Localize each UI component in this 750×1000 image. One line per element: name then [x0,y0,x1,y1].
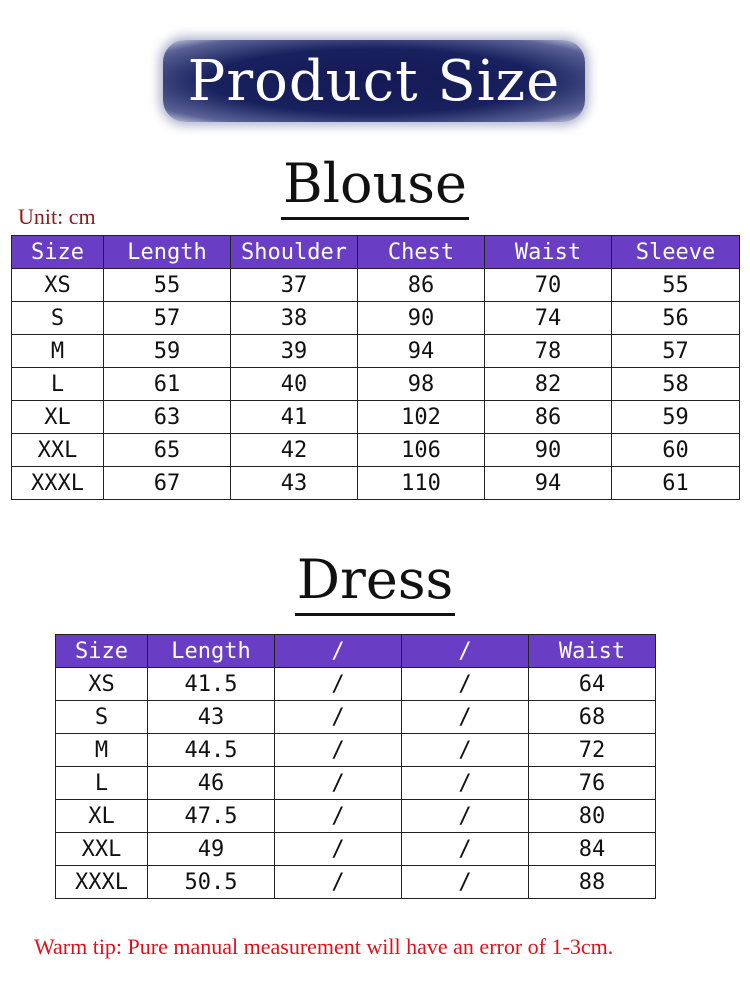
warm-tip-note: Warm tip: Pure manual measurement will have an error of 1-3cm. [34,934,614,959]
header-cell: Length [148,635,275,668]
table-cell: M [56,734,148,767]
header-cell: / [402,635,529,668]
table-cell: 41 [231,401,358,434]
table-cell: 38 [231,302,358,335]
table-cell: 59 [104,335,231,368]
table-header-row [12,236,740,269]
blouse-title: Blouse [281,152,469,220]
table-cell: 106 [358,434,485,467]
table-cell: XS [12,269,104,302]
table-cell: / [402,866,529,899]
table-row [56,701,656,734]
table-cell: / [402,668,529,701]
table-cell: XXXL [12,467,104,500]
header-cell: Waist [529,635,656,668]
table-cell: 59 [612,401,740,434]
table-cell: S [12,302,104,335]
table-cell: 39 [231,335,358,368]
table-cell: 43 [148,701,275,734]
table-cell: 86 [485,401,612,434]
table-cell: / [275,701,402,734]
table-cell: S [56,701,148,734]
table-cell: 56 [612,302,740,335]
unit-label: Unit: cm [18,204,96,229]
table-cell: 98 [358,368,485,401]
table-cell: 57 [612,335,740,368]
table-cell: XL [56,800,148,833]
header-cell: Sleeve [612,236,740,269]
table-cell: XXL [12,434,104,467]
table-row [12,302,740,335]
table-cell: 74 [485,302,612,335]
header-cell: Chest [358,236,485,269]
dress-section-title [0,548,750,611]
table-row [56,833,656,866]
dress-title: Dress [295,548,456,616]
table-cell: XL [12,401,104,434]
table-cell: 102 [358,401,485,434]
table-cell: / [402,767,529,800]
table-cell: 41.5 [148,668,275,701]
table-cell: 47.5 [148,800,275,833]
table-cell: / [402,734,529,767]
table-cell: XXL [56,833,148,866]
table-cell: 84 [529,833,656,866]
blouse-section-title [0,152,750,215]
header-cell: Shoulder [231,236,358,269]
table-cell: 44.5 [148,734,275,767]
table-cell: L [56,767,148,800]
table-cell: 43 [231,467,358,500]
table-cell: / [275,833,402,866]
table-cell: 76 [529,767,656,800]
table-row [12,434,740,467]
table-row [12,401,740,434]
table-cell: 78 [485,335,612,368]
table-cell: 88 [529,866,656,899]
header-cell: Length [104,236,231,269]
header-cell: Waist [485,236,612,269]
table-cell: 61 [612,467,740,500]
table-cell: 67 [104,467,231,500]
table-cell: 94 [485,467,612,500]
table-row [56,668,656,701]
table-row [56,767,656,800]
table-row [12,335,740,368]
header-cell: Size [56,635,148,668]
table-cell: / [275,767,402,800]
table-cell: 63 [104,401,231,434]
table-cell: 49 [148,833,275,866]
table-row [12,368,740,401]
table-cell: 82 [485,368,612,401]
table-cell: 110 [358,467,485,500]
title-banner [163,40,585,122]
table-cell: / [275,866,402,899]
blouse-size-table [11,235,740,500]
table-cell: 80 [529,800,656,833]
table-cell: 90 [485,434,612,467]
table-cell: 58 [612,368,740,401]
table-row [56,800,656,833]
table-cell: / [275,734,402,767]
table-cell: 64 [529,668,656,701]
table-cell: 55 [612,269,740,302]
table-row [56,734,656,767]
table-row [56,866,656,899]
table-cell: 86 [358,269,485,302]
table-cell: XXXL [56,866,148,899]
table-cell: 42 [231,434,358,467]
table-cell: 61 [104,368,231,401]
table-cell: / [275,668,402,701]
table-cell: 60 [612,434,740,467]
table-cell: 68 [529,701,656,734]
table-cell: 65 [104,434,231,467]
table-cell: 90 [358,302,485,335]
table-cell: 40 [231,368,358,401]
table-cell: / [275,800,402,833]
table-cell: 37 [231,269,358,302]
table-cell: 50.5 [148,866,275,899]
table-cell: 72 [529,734,656,767]
dress-size-table [55,634,656,899]
header-cell: / [275,635,402,668]
table-row [12,467,740,500]
table-cell: L [12,368,104,401]
table-cell: 55 [104,269,231,302]
table-cell: / [402,800,529,833]
table-cell: 57 [104,302,231,335]
header-cell: Size [12,236,104,269]
table-row [12,269,740,302]
table-cell: / [402,833,529,866]
table-header-row [56,635,656,668]
table-cell: 94 [358,335,485,368]
table-cell: / [402,701,529,734]
table-cell: 46 [148,767,275,800]
table-cell: 70 [485,269,612,302]
table-cell: XS [56,668,148,701]
table-cell: M [12,335,104,368]
banner-title: Product Size [187,48,561,114]
